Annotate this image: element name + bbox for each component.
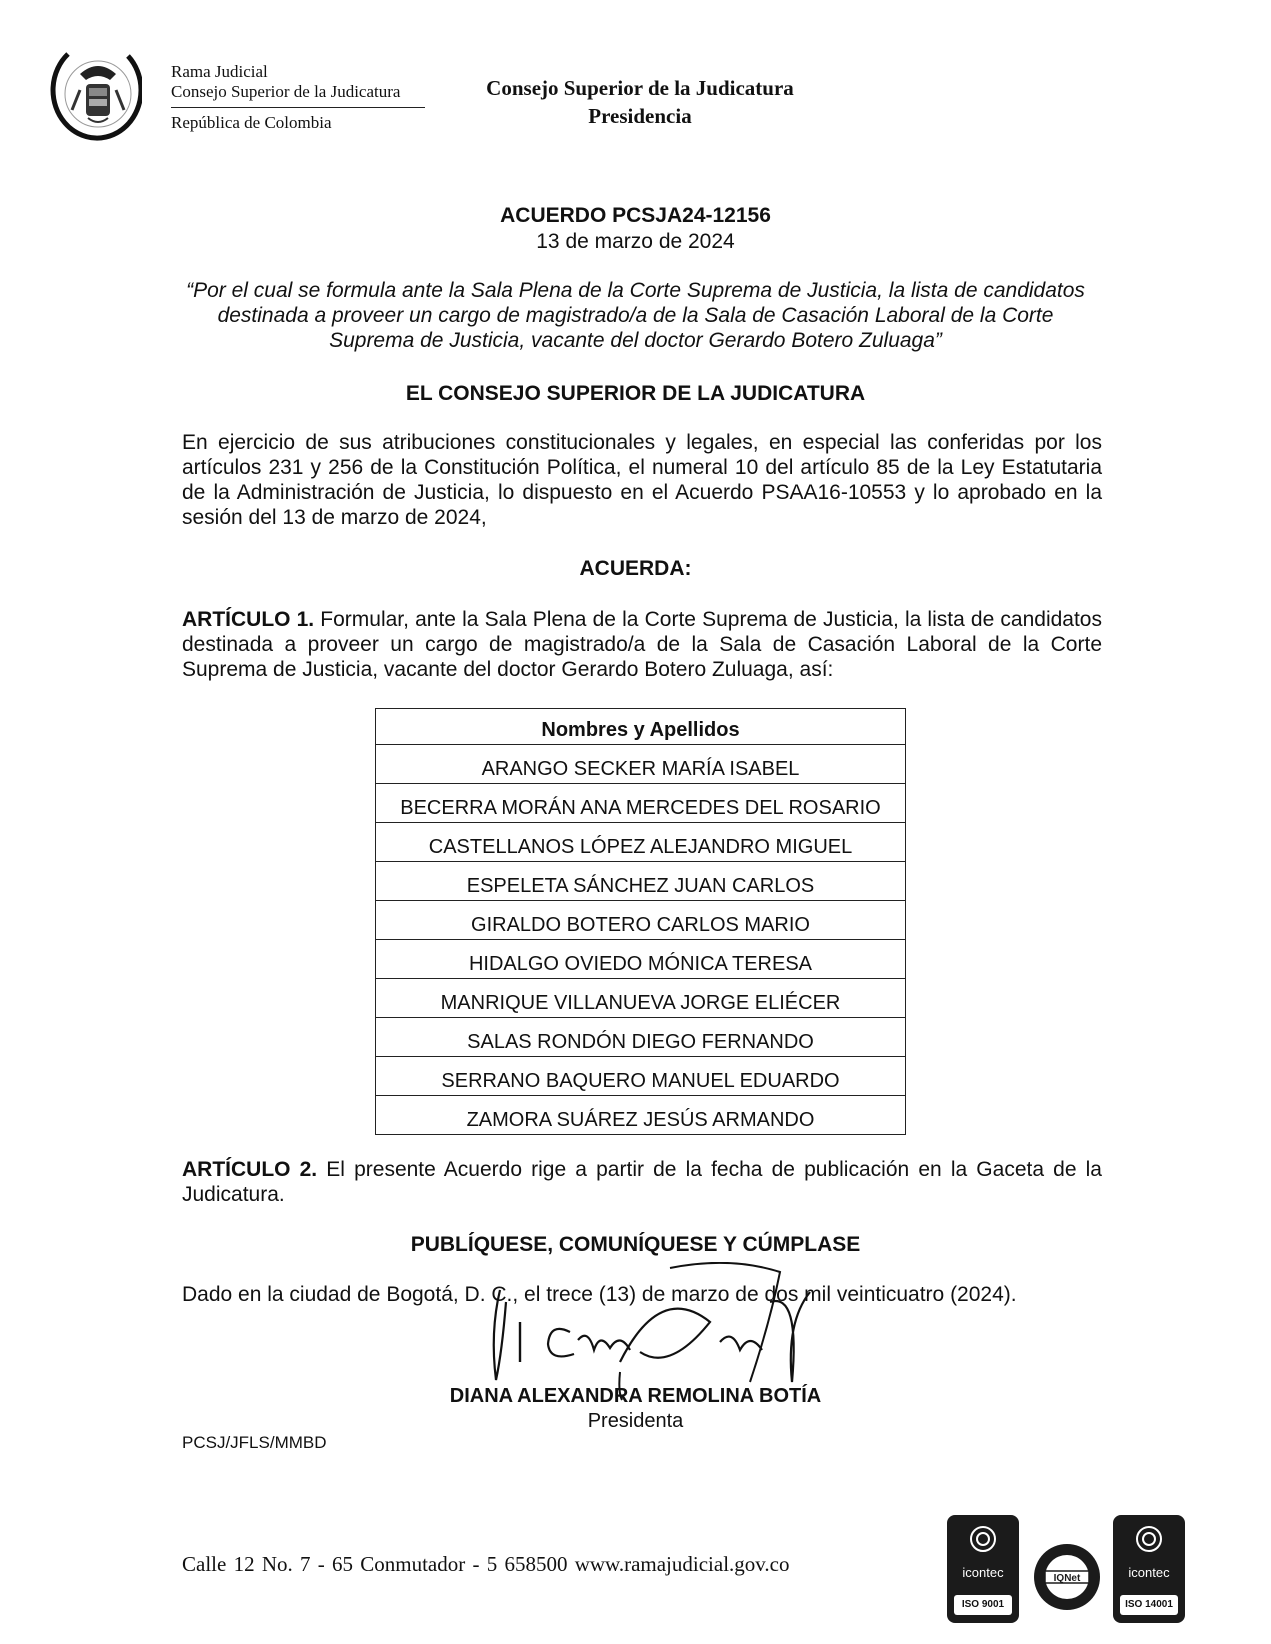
cert-label: icontec bbox=[1128, 1565, 1170, 1580]
council-title: Consejo Superior de la Judicatura bbox=[486, 76, 794, 100]
iqnet-logo bbox=[1031, 1541, 1103, 1613]
footer-address: Calle 12 No. 7 - 65 Conmutador - 5 658500 www.ramajudicial.gov.co bbox=[182, 1552, 790, 1576]
table-row bbox=[376, 862, 906, 901]
icontec-iso9001-logo bbox=[947, 1515, 1019, 1623]
branch-name: Rama Judicial bbox=[171, 62, 268, 81]
council-subtitle: Presidencia bbox=[588, 104, 692, 128]
article-1-label: ARTÍCULO 1. bbox=[182, 608, 315, 631]
certification-logos bbox=[947, 1515, 1187, 1625]
cert-label: icontec bbox=[962, 1565, 1004, 1580]
candidate-name: ARANGO SECKER MARÍA ISABEL bbox=[376, 745, 906, 784]
council-heading bbox=[440, 74, 840, 130]
signer-role: Presidenta bbox=[587, 1410, 684, 1432]
signer-name: DIANA ALEXANDRA REMOLINA BOTÍA bbox=[449, 1385, 822, 1407]
branch-country: República de Colombia bbox=[171, 113, 332, 132]
candidate-name: ESPELETA SÁNCHEZ JUAN CARLOS bbox=[376, 862, 906, 901]
issuer-heading: EL CONSEJO SUPERIOR DE LA JUDICATURA bbox=[405, 382, 866, 405]
agreement-id: ACUERDO PCSJA24-12156 bbox=[500, 204, 771, 227]
branch-block bbox=[171, 62, 425, 133]
table-row bbox=[376, 1018, 906, 1057]
recitals-paragraph: En ejercicio de sus atribuciones constitucionales y legales, en especial las conferidas por los artículos 231 y 256 de la Constitución Política, el numeral 10 del artículo 85 de la Ley Estatutaria de la Administración de Justicia, lo dispuesto en el Acuerdo PSAA16-10553 y lo aprobado en la sesión del 13 de marzo de 2024, bbox=[182, 431, 1102, 529]
candidate-name: CASTELLANOS LÓPEZ ALEJANDRO MIGUEL bbox=[376, 823, 906, 862]
table-row bbox=[376, 940, 906, 979]
resolves-heading: ACUERDA: bbox=[579, 557, 692, 580]
icontec-iso14001-logo bbox=[1113, 1515, 1185, 1623]
table-header-row bbox=[376, 709, 906, 745]
table-row bbox=[376, 1057, 906, 1096]
branch-divider bbox=[171, 107, 425, 108]
closing-motto: PUBLÍQUESE, COMUNÍQUESE Y CÚMPLASE bbox=[410, 1233, 861, 1256]
candidates-table bbox=[375, 708, 906, 1135]
icontec-icon bbox=[969, 1525, 997, 1553]
article-2-text: El presente Acuerdo rige a partir de la fecha de publicación en la Gaceta de la Judicatura. bbox=[182, 1158, 1102, 1206]
candidate-name: SERRANO BAQUERO MANUEL EDUARDO bbox=[376, 1057, 906, 1096]
handwritten-signature bbox=[470, 1262, 850, 1402]
reference-code: PCSJ/JFLS/MMBD bbox=[182, 1433, 327, 1452]
candidate-name: GIRALDO BOTERO CARLOS MARIO bbox=[376, 901, 906, 940]
article-2-label: ARTÍCULO 2. bbox=[182, 1158, 318, 1181]
article-1-text: Formular, ante la Sala Plena de la Corte Suprema de Justicia, la lista de candidatos destinada a proveer un cargo de magistrado/a de la Sala de Casación Laboral de la Corte Suprema de Justicia, vacante del doctor Gerardo Botero Zuluaga, así: bbox=[182, 608, 1102, 681]
table-row bbox=[376, 979, 906, 1018]
candidate-name: SALAS RONDÓN DIEGO FERNANDO bbox=[376, 1018, 906, 1057]
table-row bbox=[376, 784, 906, 823]
table-row bbox=[376, 901, 906, 940]
candidate-name: HIDALGO OVIEDO MÓNICA TERESA bbox=[376, 940, 906, 979]
article-1 bbox=[182, 607, 1102, 682]
agreement-date: 13 de marzo de 2024 bbox=[536, 230, 735, 253]
table-row bbox=[376, 823, 906, 862]
icontec-icon bbox=[1135, 1525, 1163, 1553]
table-row bbox=[376, 745, 906, 784]
candidate-name: ZAMORA SUÁREZ JESÚS ARMANDO bbox=[376, 1096, 906, 1135]
branch-council: Consejo Superior de la Judicatura bbox=[171, 82, 401, 101]
table-header: Nombres y Apellidos bbox=[376, 709, 906, 745]
table-row bbox=[376, 1096, 906, 1135]
cert-iso: ISO 14001 bbox=[1120, 1595, 1178, 1615]
cert-label: IQNet bbox=[1053, 1573, 1081, 1584]
cert-iso: ISO 9001 bbox=[954, 1595, 1012, 1615]
candidate-name: BECERRA MORÁN ANA MERCEDES DEL ROSARIO bbox=[376, 784, 906, 823]
article-2 bbox=[182, 1157, 1102, 1207]
agreement-subject: “Por el cual se formula ante la Sala Plena de la Corte Suprema de Justicia, la lista de candidatos destinada a proveer un cargo de magistrado/a de la Sala de Casación Laboral de la Corte Suprema de Justicia, vacante del doctor Gerardo Botero Zuluaga” bbox=[186, 279, 1085, 352]
given-at-line: Dado en la ciudad de Bogotá, D. C., el trece (13) de marzo de dos mil veinticuatro (2024). bbox=[182, 1283, 1017, 1306]
candidate-name: MANRIQUE VILLANUEVA JORGE ELIÉCER bbox=[376, 979, 906, 1018]
coat-of-arms-icon bbox=[50, 44, 142, 152]
